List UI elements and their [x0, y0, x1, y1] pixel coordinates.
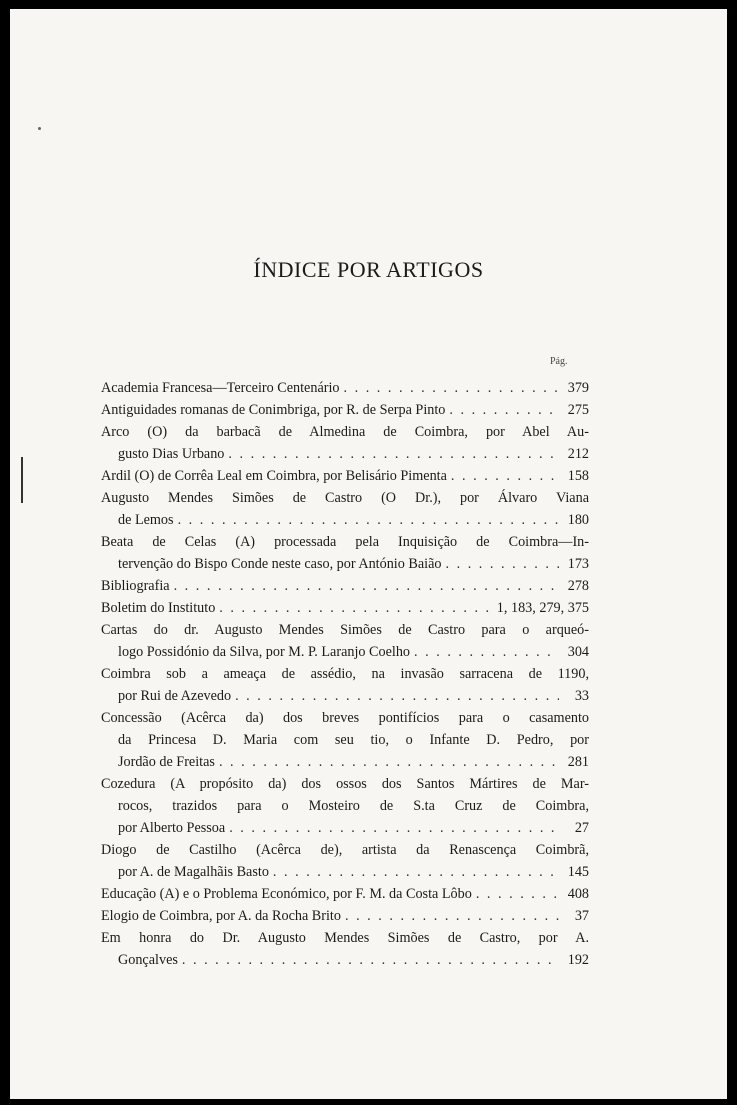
toc-entry-line: Em honra do Dr. Augusto Mendes Simões de Castro, por A.	[101, 930, 589, 946]
leader-dots	[228, 443, 559, 465]
toc-entry-last-line	[101, 817, 589, 839]
leader-dots	[182, 949, 559, 971]
toc-entry-last-line	[101, 575, 589, 597]
leader-dots	[273, 861, 559, 883]
toc-entry-title: Gonçalves	[118, 952, 178, 968]
toc-entry	[101, 575, 589, 597]
toc-entry-title: por Rui de Azevedo	[118, 688, 232, 704]
toc-entry-title: Elogio de Coimbra, por A. da Rocha Brito	[101, 908, 341, 924]
document-page	[10, 9, 727, 1099]
toc-entry-last-line	[101, 465, 589, 487]
toc-entry-last-line	[101, 553, 589, 575]
leader-dots	[345, 905, 559, 927]
toc-entry	[101, 839, 589, 883]
toc-entry-last-line	[101, 399, 589, 421]
page-title: ÍNDICE POR ARTIGOS	[253, 257, 484, 282]
page-column-label: Pág.	[550, 356, 568, 367]
toc-entry-line: rocos, trazidos para o Mosteiro de S.ta Cruz de Coimbra,	[118, 798, 589, 814]
toc-entry-title: Bibliografia	[101, 578, 170, 594]
toc-entry-last-line	[101, 685, 589, 707]
table-of-contents	[101, 377, 589, 971]
toc-entry	[101, 531, 589, 575]
toc-entry-title: Boletim do Instituto	[101, 600, 216, 616]
toc-page-number: 304	[567, 644, 589, 660]
toc-entry-line: da Princesa D. Maria com seu tio, o Infante D. Pedro, por	[118, 732, 589, 748]
toc-entry-last-line	[101, 949, 589, 971]
toc-entry-title: por A. de Magalhãis Basto	[118, 864, 269, 880]
toc-entry	[101, 465, 589, 487]
leader-dots	[219, 751, 559, 773]
toc-page-number: 1, 183, 279, 375	[496, 600, 589, 616]
toc-page-number: 37	[574, 908, 589, 924]
toc-entry-line: Concessão (Acêrca da) dos breves pontifícios para o casamento	[101, 710, 589, 726]
toc-entry-line: Cozedura (A propósito da) dos ossos dos Santos Mártires de Mar-	[101, 776, 589, 792]
leader-dots	[229, 817, 559, 839]
leader-dots	[235, 685, 559, 707]
toc-entry	[101, 399, 589, 421]
toc-page-number: 281	[567, 754, 589, 770]
toc-page-number: 379	[567, 380, 589, 396]
toc-entry	[101, 487, 589, 531]
toc-entry-last-line	[101, 509, 589, 531]
toc-entry-title: tervenção do Bispo Conde neste caso, por António Baião	[118, 556, 442, 572]
toc-entry-title: por Alberto Pessoa	[118, 820, 226, 836]
leader-dots	[451, 465, 559, 487]
leader-dots	[174, 575, 559, 597]
toc-entry-title: Educação (A) e o Problema Económico, por F. M. da Costa Lôbo	[101, 886, 472, 902]
toc-entry	[101, 421, 589, 465]
toc-entry-line: Beata de Celas (A) processada pela Inquisição de Coimbra—In-	[101, 534, 589, 550]
toc-entry-last-line	[101, 883, 589, 905]
leader-dots	[178, 509, 559, 531]
toc-entry-last-line	[101, 861, 589, 883]
toc-page-number: 158	[567, 468, 589, 484]
toc-entry-title: Jordão de Freitas	[118, 754, 215, 770]
toc-page-number: 173	[567, 556, 589, 572]
toc-page-number: 212	[567, 446, 589, 462]
leader-dots	[446, 553, 560, 575]
toc-entry-title: Ardil (O) de Corrêa Leal em Coimbra, por Belisário Pimenta	[101, 468, 447, 484]
toc-entry	[101, 377, 589, 399]
toc-entry-line: Augusto Mendes Simões de Castro (O Dr.), por Álvaro Viana	[101, 490, 589, 506]
toc-entry	[101, 905, 589, 927]
toc-entry-line: Diogo de Castilho (Acêrca de), artista da Renascença Coimbrã,	[101, 842, 589, 858]
leader-dots	[414, 641, 559, 663]
toc-entry-title: gusto Dias Urbano	[118, 446, 225, 462]
toc-page-number: 192	[567, 952, 589, 968]
margin-mark	[21, 457, 23, 503]
toc-entry	[101, 663, 589, 707]
leader-dots	[449, 399, 559, 421]
toc-entry-title: Academia Francesa—Terceiro Centenário	[101, 380, 340, 396]
toc-entry-line: Arco (O) da barbacã de Almedina de Coimbra, por Abel Au-	[101, 424, 589, 440]
toc-entry	[101, 619, 589, 663]
toc-entry-title: logo Possidónio da Silva, por M. P. Laranjo Coelho	[118, 644, 411, 660]
leader-dots	[344, 377, 560, 399]
toc-entry-last-line	[101, 905, 589, 927]
toc-entry-last-line	[101, 597, 589, 619]
toc-entry-last-line	[101, 641, 589, 663]
leader-dots	[219, 597, 490, 619]
toc-page-number: 408	[567, 886, 589, 902]
toc-entry-title: de Lemos	[118, 512, 174, 528]
toc-entry	[101, 927, 589, 971]
paper-speck	[38, 127, 41, 130]
toc-entry-last-line	[101, 751, 589, 773]
toc-entry	[101, 773, 589, 839]
toc-page-number: 180	[567, 512, 589, 528]
toc-entry-line: Coimbra sob a ameaça de assédio, na invasão sarracena de 1190,	[101, 666, 589, 682]
toc-page-number: 33	[574, 688, 589, 704]
toc-entry-last-line	[101, 377, 589, 399]
leader-dots	[476, 883, 559, 905]
toc-page-number: 27	[574, 820, 589, 836]
toc-entry-line: Cartas do dr. Augusto Mendes Simões de Castro para o arqueó-	[101, 622, 589, 638]
toc-entry	[101, 883, 589, 905]
toc-entry	[101, 707, 589, 773]
toc-entry-title: Antiguidades romanas de Conimbriga, por R. de Serpa Pinto	[101, 402, 446, 418]
toc-entry-last-line	[101, 443, 589, 465]
toc-entry	[101, 597, 589, 619]
toc-page-number: 275	[567, 402, 589, 418]
toc-page-number: 278	[567, 578, 589, 594]
toc-page-number: 145	[567, 864, 589, 880]
